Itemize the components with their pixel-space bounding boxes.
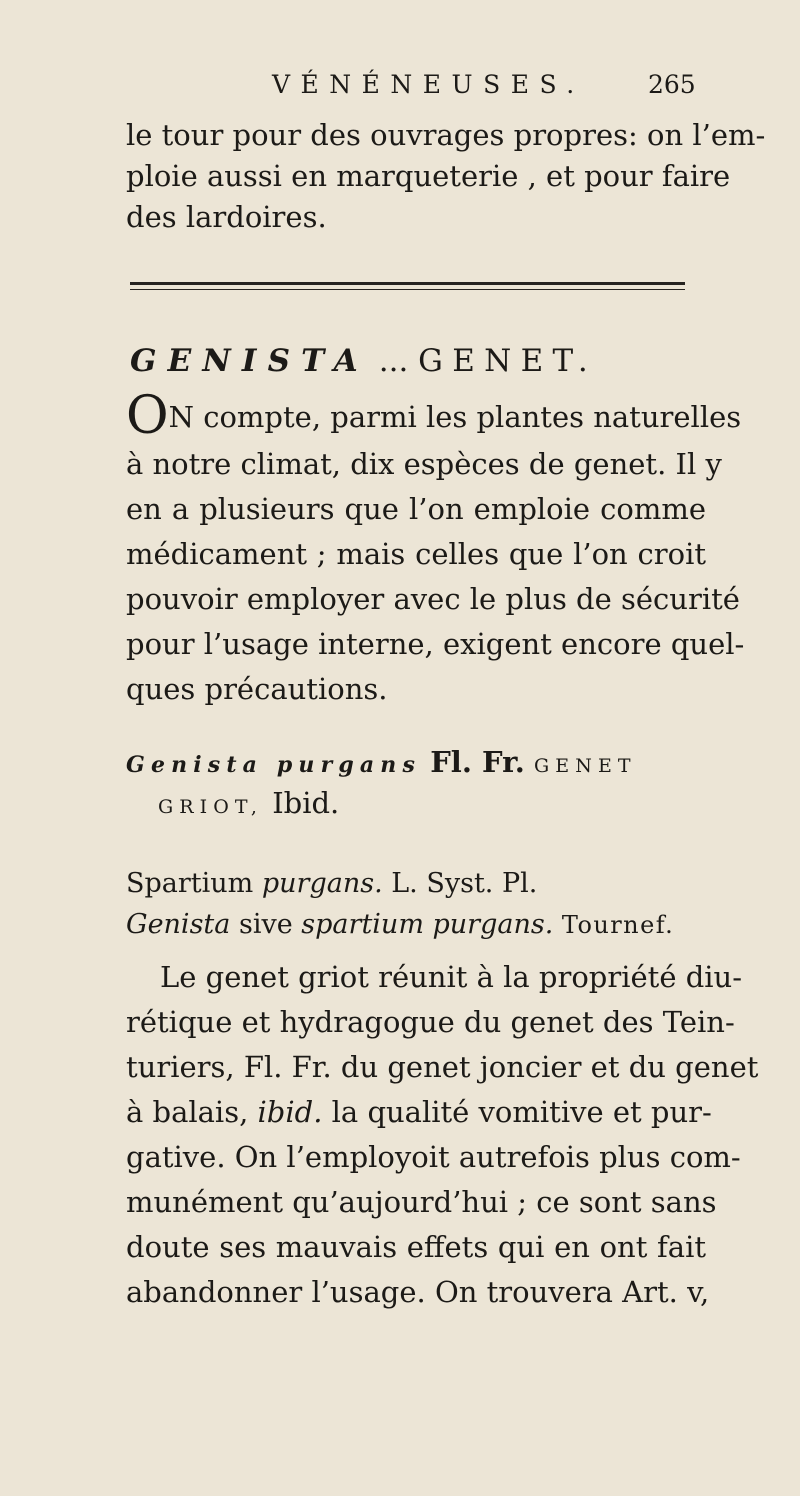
paragraph1-line-5: pouvoir employer avec le plus de sécurité [126,582,740,616]
title-dots: ... [378,343,409,379]
paragraph2-line-5: gative. On l’employoit autrefois plus com- [126,1140,741,1174]
paragraph1-line-3: en a plusieurs que l’on emploie comme [126,492,706,526]
species-latin-name: Genista purgans [126,752,421,778]
title-french: GENET. [418,343,598,379]
running-header [272,70,696,99]
paragraph2-line-1: Le genet griot réunit à la propriété diu- [160,960,743,994]
intro-line-2: ploie aussi en marqueterie , et pour faire [126,159,731,193]
section-title [130,343,690,379]
flora-ref: Fl. Fr. [430,745,525,779]
synonym-2: Genista sive spartium purgans. Tournef. [126,909,675,940]
paragraph1-line-2: à notre climat, dix espèces de genet. Il y [126,447,722,481]
title-latin: GENISTA [130,343,369,379]
paragraph2-line-7: doute ses mauvais effets qui en ont fait [126,1230,706,1264]
intro-line-3: des lardoires. [126,200,327,234]
paragraph2-line-8: abandonner l’usage. On trouvera Art. v, [126,1275,710,1309]
running-title: VÉNÉNEUSES. [272,70,585,99]
paragraph2-line-2: rétique et hydragogue du genet des Tein- [126,1005,735,1039]
paragraph2-line-6: munément qu’aujourd’hui ; ce sont sans [126,1185,717,1219]
ibid-ref: Ibid. [272,786,340,820]
page-number: 265 [648,70,696,99]
synonym-1: Spartium purgans. L. Syst. Pl. [126,868,538,899]
paragraph1-line-4: médicament ; mais celles que l’on croit [126,537,706,571]
common-name-b: GRIOT, [158,796,263,818]
species-heading [126,745,726,779]
divider-rule-thick [130,282,685,285]
paragraph1-line-6: pour l’usage interne, exigent encore quel- [126,627,745,661]
paragraph2-line-3: turiers, Fl. Fr. du genet joncier et du genet [126,1050,759,1084]
divider-rule-thin [130,289,685,290]
paragraph1-line-1: ON compte, parmi les plantes naturelles [126,386,742,446]
paragraph1-line-7: ques précautions. [126,672,388,706]
paragraph2-line-4: à balais, ibid. la qualité vomitive et pur- [126,1095,712,1129]
intro-line-1: le tour pour des ouvrages propres: on l’em- [126,118,766,152]
species-heading-cont [158,786,339,820]
drop-cap: O [126,386,169,446]
common-name-a: GENET [534,755,637,777]
